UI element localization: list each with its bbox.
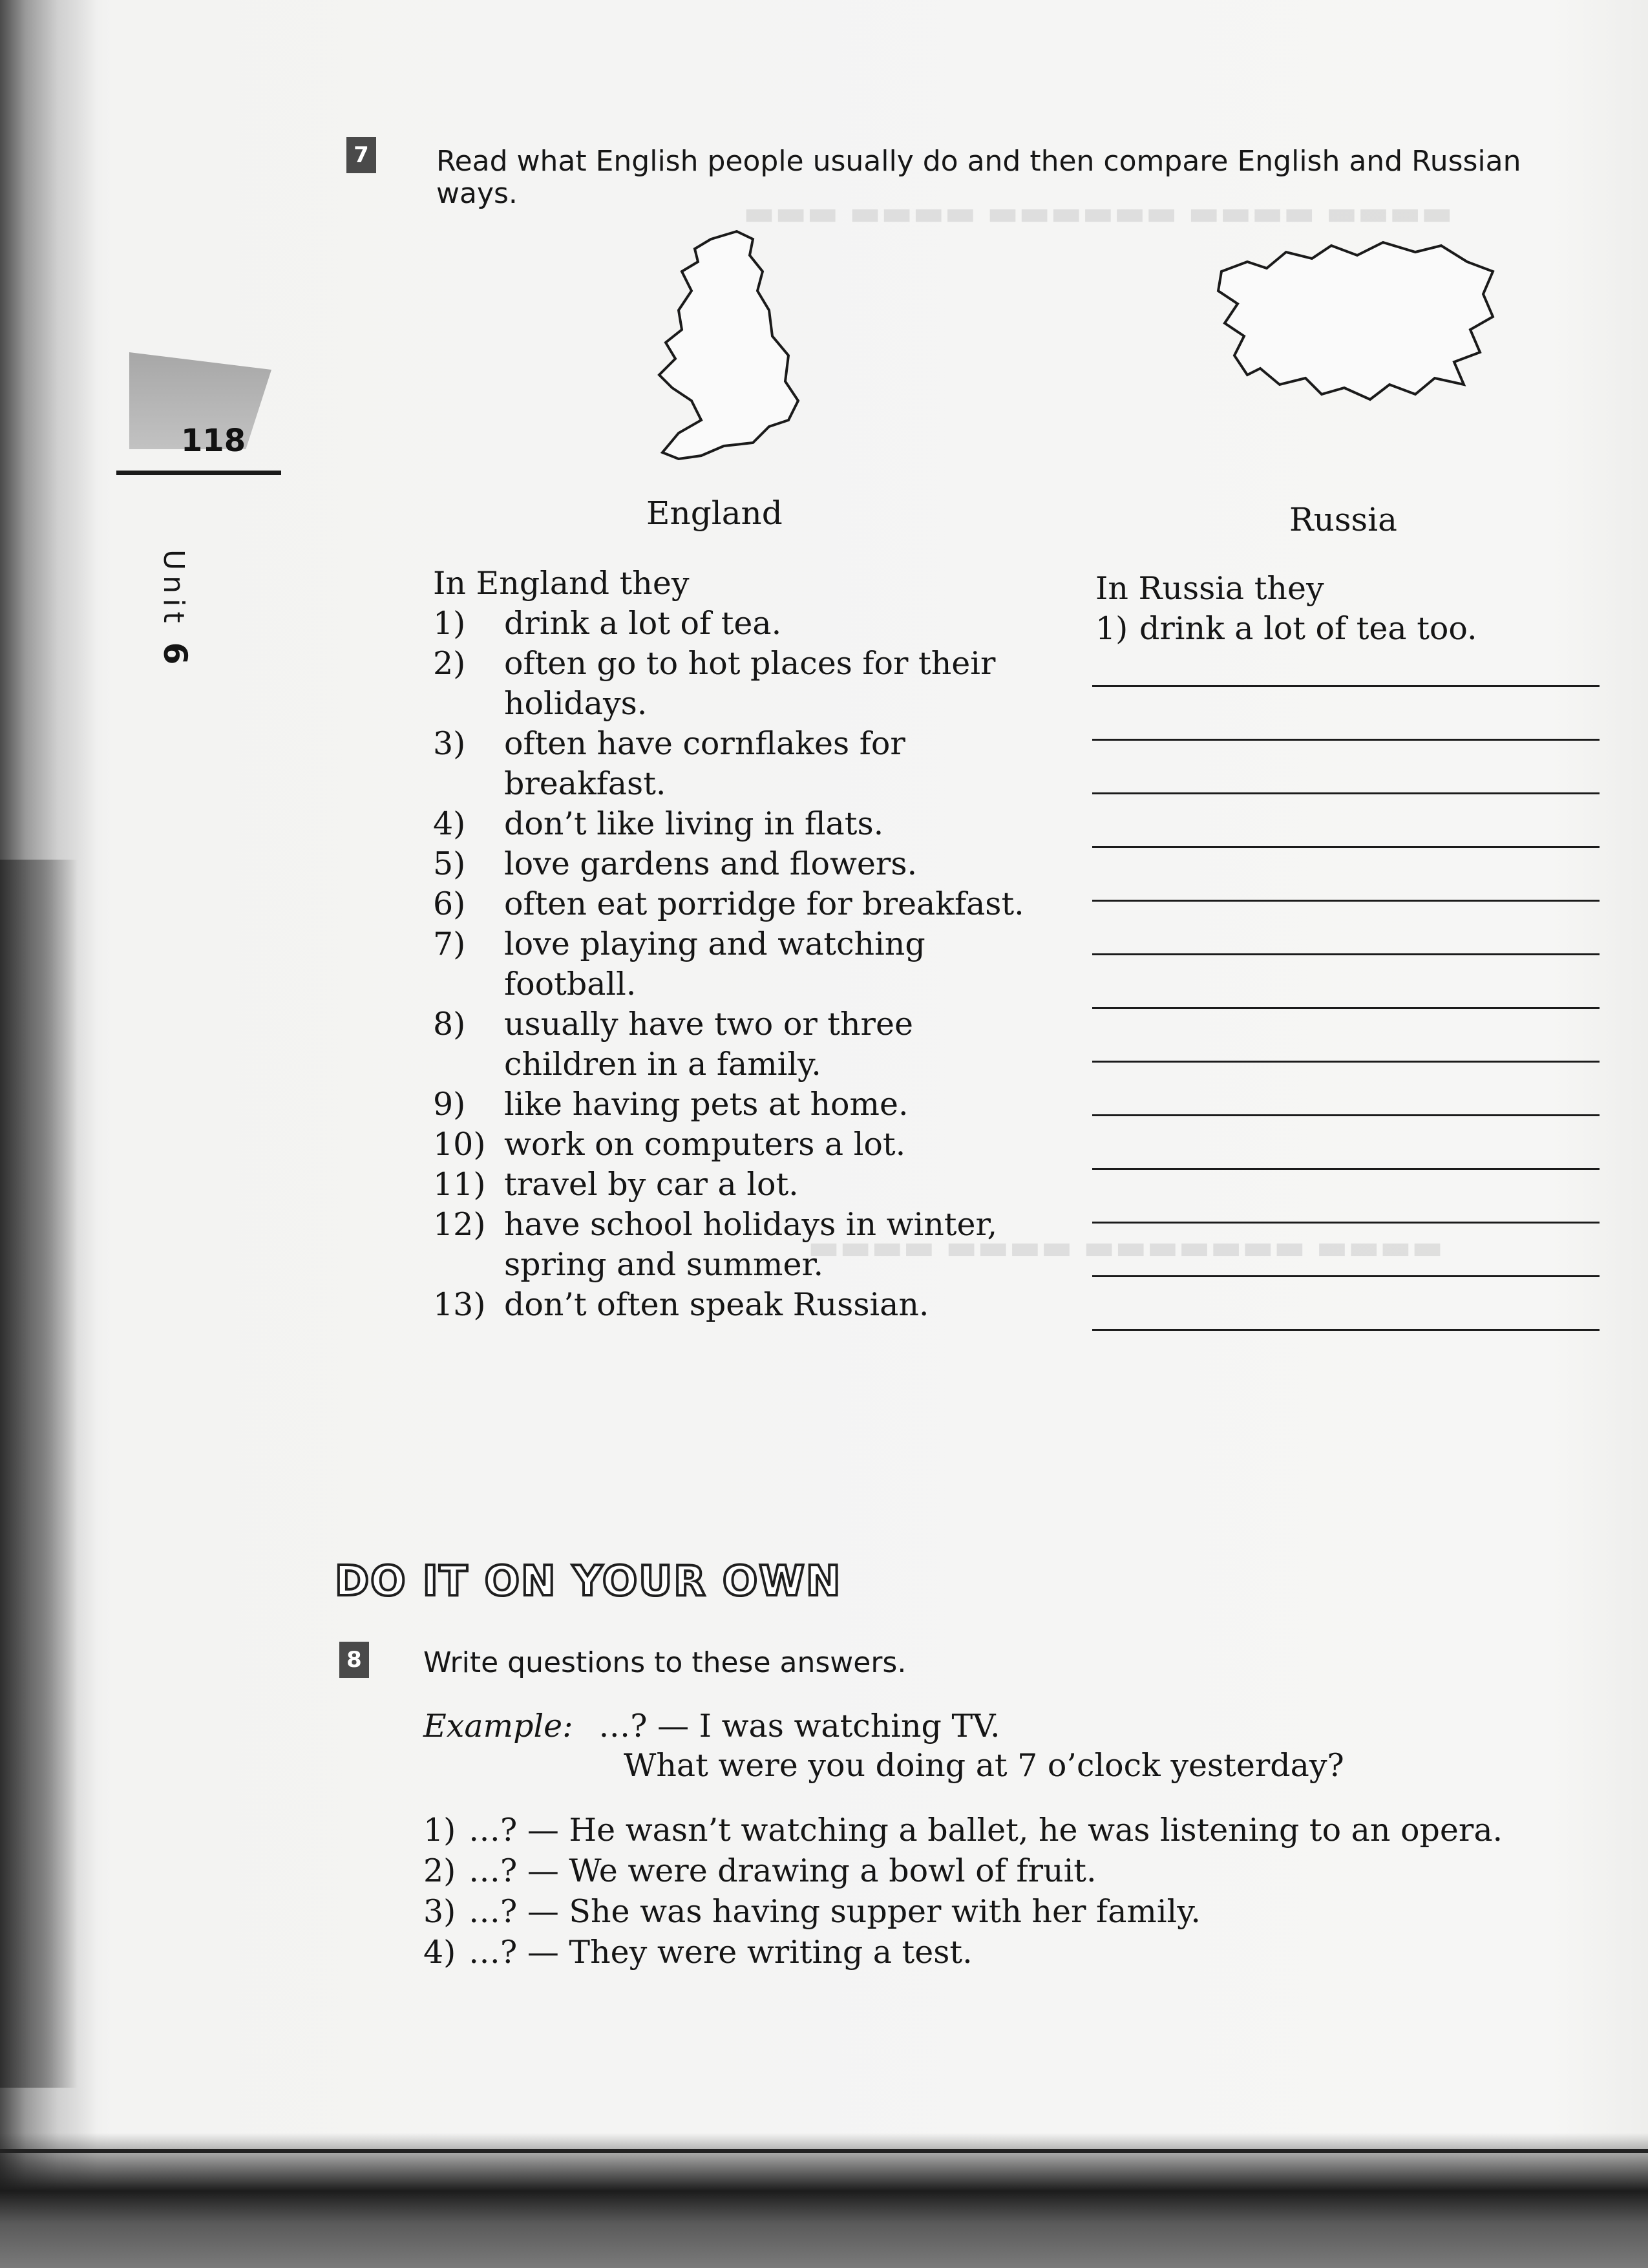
russia-item-1 xyxy=(1095,609,1600,649)
england-item-11 xyxy=(433,1165,1028,1205)
answer-line-7[interactable] xyxy=(1092,953,1600,955)
question-item-text: …? — He wasn’t watching a ballet, he was listening to an opera. xyxy=(469,1812,1503,1849)
england-item-text: have school holidays in winter, spring and summer. xyxy=(504,1206,998,1283)
england-item-number: 4) xyxy=(433,805,466,842)
question-item-number: 1) xyxy=(423,1812,456,1849)
england-item-number: 13) xyxy=(433,1286,486,1323)
england-item-text: often go to hot places for their holidays. xyxy=(504,645,996,722)
exercise-7-instruction xyxy=(436,143,1612,212)
england-item-number: 10) xyxy=(433,1126,486,1163)
answer-line-4[interactable] xyxy=(1092,792,1600,794)
question-item-3 xyxy=(423,1891,1600,1932)
england-item-text: work on computers a lot. xyxy=(504,1126,906,1163)
exercise-8-list xyxy=(423,1810,1600,1973)
section-heading xyxy=(335,1558,841,1606)
england-item-number: 7) xyxy=(433,926,466,962)
answer-line-6[interactable] xyxy=(1092,900,1600,902)
england-item-number: 8) xyxy=(433,1006,466,1043)
question-item-text: …? — We were drawing a bowl of fruit. xyxy=(469,1852,1097,1889)
example-answer: What were you doing at 7 o’clock yesterday? xyxy=(624,1747,1344,1784)
england-item-number: 12) xyxy=(433,1206,486,1243)
answer-line-11[interactable] xyxy=(1092,1168,1600,1170)
england-item-13 xyxy=(433,1285,1028,1325)
question-item-text: …? — She was having supper with her family. xyxy=(469,1893,1201,1930)
question-item-4 xyxy=(423,1932,1600,1973)
england-item-text: love gardens and flowers. xyxy=(504,845,918,882)
example-prompt: …? — I was watching TV. xyxy=(598,1708,1000,1744)
england-item-text: drink a lot of tea. xyxy=(504,605,782,642)
answer-line-9[interactable] xyxy=(1092,1061,1600,1063)
england-item-number: 1) xyxy=(433,605,466,642)
england-item-6 xyxy=(433,884,1028,924)
unit-word: Unit xyxy=(157,549,190,628)
show-through-texture-2: ▬▬▬▬ ▬▬▬▬▬▬▬ ▬▬▬▬ ▬▬▬▬ xyxy=(808,1228,1444,1267)
england-item-number: 6) xyxy=(433,885,466,922)
answer-line-13[interactable] xyxy=(1092,1275,1600,1277)
england-item-text: often eat porridge for breakfast. xyxy=(504,885,1024,922)
exercise-8-number: 8 xyxy=(339,1642,369,1678)
answer-line-12[interactable] xyxy=(1092,1222,1600,1224)
england-column xyxy=(433,564,1028,1325)
england-item-5 xyxy=(433,844,1028,884)
england-item-text: like having pets at home. xyxy=(504,1086,909,1123)
answer-line-14[interactable] xyxy=(1092,1329,1600,1331)
russia-item-number: 1) xyxy=(1095,610,1128,647)
england-label: England xyxy=(646,494,783,532)
england-item-text: love playing and watching football. xyxy=(504,926,925,1002)
russia-intro: In Russia they xyxy=(1095,570,1324,607)
england-item-7 xyxy=(433,924,1028,1004)
question-item-1 xyxy=(423,1810,1600,1850)
exercise-7-instruction-line2: ways. xyxy=(436,177,518,210)
answer-line-10[interactable] xyxy=(1092,1114,1600,1116)
england-item-12 xyxy=(433,1205,1028,1285)
england-intro: In England they xyxy=(433,565,690,602)
russia-label: Russia xyxy=(1289,501,1397,538)
book-spine-dark-shadow xyxy=(0,860,78,2088)
page-bottom-edge xyxy=(0,2149,1648,2153)
question-item-text: …? — They were writing a test. xyxy=(469,1934,973,1971)
russia-item-text: drink a lot of tea too. xyxy=(1139,610,1477,647)
russia-answer-lines xyxy=(1092,685,1600,1383)
england-item-text: don’t often speak Russian. xyxy=(504,1286,929,1323)
answer-line-3[interactable] xyxy=(1092,739,1600,741)
exercise-7-instruction-line1: Read what English people usually do and then compare English and Russian xyxy=(436,145,1521,178)
example-line xyxy=(423,1706,1000,1746)
example-label: Example: xyxy=(423,1708,573,1744)
show-through-texture: ▬▬▬▬ ▬▬▬▬ ▬▬▬▬▬▬ ▬▬▬▬ ▬▬▬ xyxy=(743,194,1453,233)
england-map-icon xyxy=(640,226,801,465)
england-item-3 xyxy=(433,724,1028,804)
unit-number: 6 xyxy=(156,642,194,670)
page-number-rule xyxy=(116,471,281,475)
england-item-2 xyxy=(433,644,1028,724)
answer-line-2[interactable] xyxy=(1092,685,1600,687)
england-list xyxy=(433,604,1028,1325)
england-item-4 xyxy=(433,804,1028,844)
england-item-text: don’t like living in flats. xyxy=(504,805,884,842)
england-item-10 xyxy=(433,1125,1028,1165)
page-bottom-shadow xyxy=(0,2133,1648,2268)
england-item-1 xyxy=(433,604,1028,644)
england-item-text: travel by car a lot. xyxy=(504,1166,799,1203)
england-item-number: 9) xyxy=(433,1086,466,1123)
section-heading-text: DO IT ON YOUR OWN xyxy=(335,1558,842,1606)
answer-line-5[interactable] xyxy=(1092,846,1600,848)
england-item-9 xyxy=(433,1085,1028,1125)
exercise-8-instruction: Write questions to these answers. xyxy=(423,1646,907,1679)
russia-column xyxy=(1095,569,1600,649)
england-item-number: 5) xyxy=(433,845,466,882)
question-item-number: 4) xyxy=(423,1934,456,1971)
answer-line-8[interactable] xyxy=(1092,1007,1600,1009)
england-item-number: 3) xyxy=(433,725,466,762)
england-item-8 xyxy=(433,1004,1028,1085)
exercise-7-number: 7 xyxy=(346,137,376,173)
england-item-number: 2) xyxy=(433,645,466,682)
question-item-number: 2) xyxy=(423,1852,456,1889)
question-item-number: 3) xyxy=(423,1893,456,1930)
russia-map-icon xyxy=(1209,233,1499,407)
england-item-text: often have cornflakes for breakfast. xyxy=(504,725,905,802)
unit-label xyxy=(156,549,194,670)
page-number: 118 xyxy=(181,423,246,459)
question-item-2 xyxy=(423,1850,1600,1891)
england-item-number: 11) xyxy=(433,1166,486,1203)
england-item-text: usually have two or three children in a family. xyxy=(504,1006,913,1083)
